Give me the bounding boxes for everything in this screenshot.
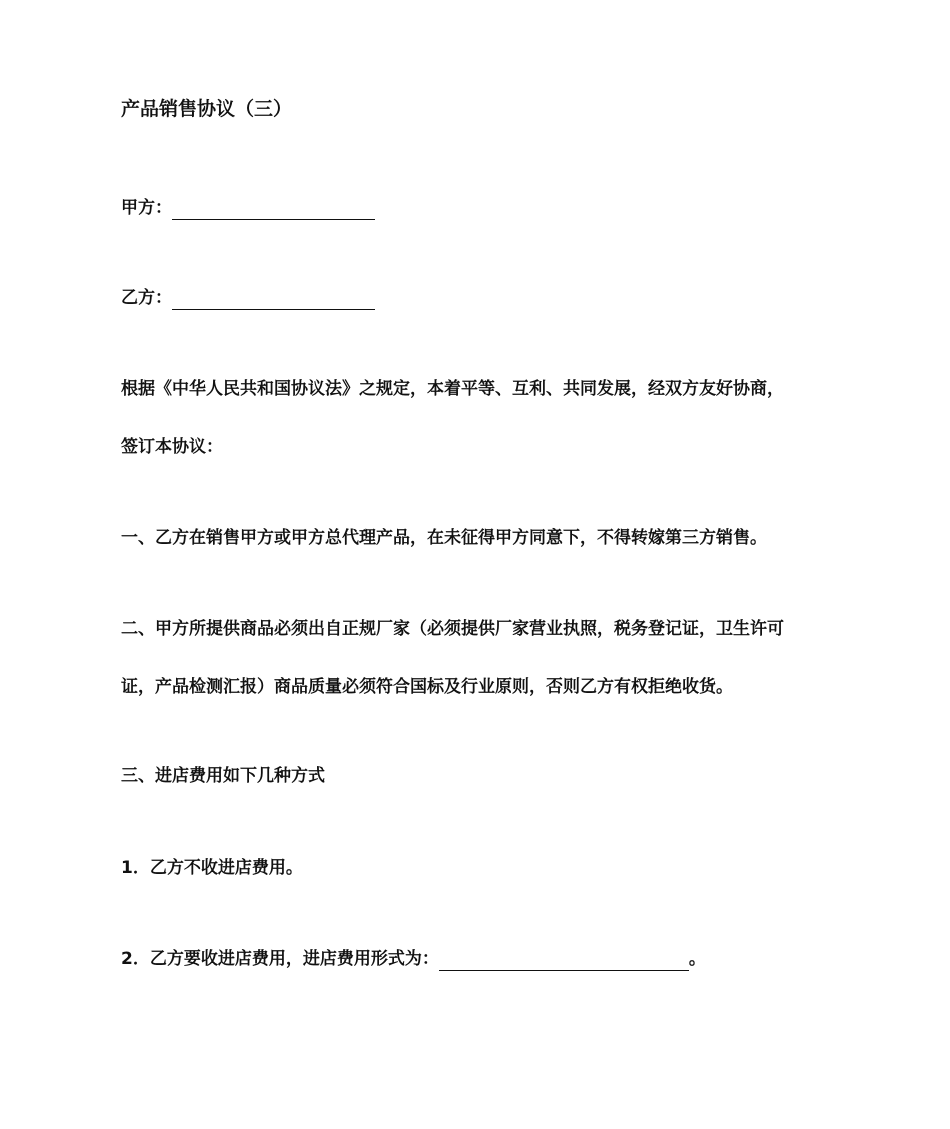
preamble-line-1: 根据《中华人民共和国协议法》之规定，本着平等、互利、共同发展，经双方友好协商， xyxy=(121,379,784,399)
party-b-row xyxy=(121,286,375,310)
clause-3-item-1: 1．乙方不收进店费用。 xyxy=(121,858,303,878)
clause-2-line-2: 证，产品检测汇报）商品质量必须符合国标及行业原则，否则乙方有权拒绝收货。 xyxy=(121,677,733,697)
preamble-line-2: 签订本协议： xyxy=(121,437,223,457)
party-b-blank[interactable] xyxy=(172,291,375,310)
clause-2-line-1: 二、甲方所提供商品必须出自正规厂家（必须提供厂家营业执照，税务登记证，卫生许可 xyxy=(121,619,784,639)
clause-3-item-2 xyxy=(121,947,706,971)
document-title: 产品销售协议（三） xyxy=(121,98,293,120)
clause-3-heading: 三、进店费用如下几种方式 xyxy=(121,766,325,786)
party-a-row xyxy=(121,196,375,220)
fee-form-blank[interactable] xyxy=(439,952,689,971)
party-a-blank[interactable] xyxy=(172,201,375,220)
item-2-prefix: 2．乙方要收进店费用，进店费用形式为： xyxy=(121,949,439,969)
party-a-label: 甲方： xyxy=(121,198,172,218)
item-2-suffix: 。 xyxy=(688,949,706,969)
party-b-label: 乙方： xyxy=(121,288,172,308)
clause-1: 一、乙方在销售甲方或甲方总代理产品，在未征得甲方同意下，不得转嫁第三方销售。 xyxy=(121,528,767,548)
